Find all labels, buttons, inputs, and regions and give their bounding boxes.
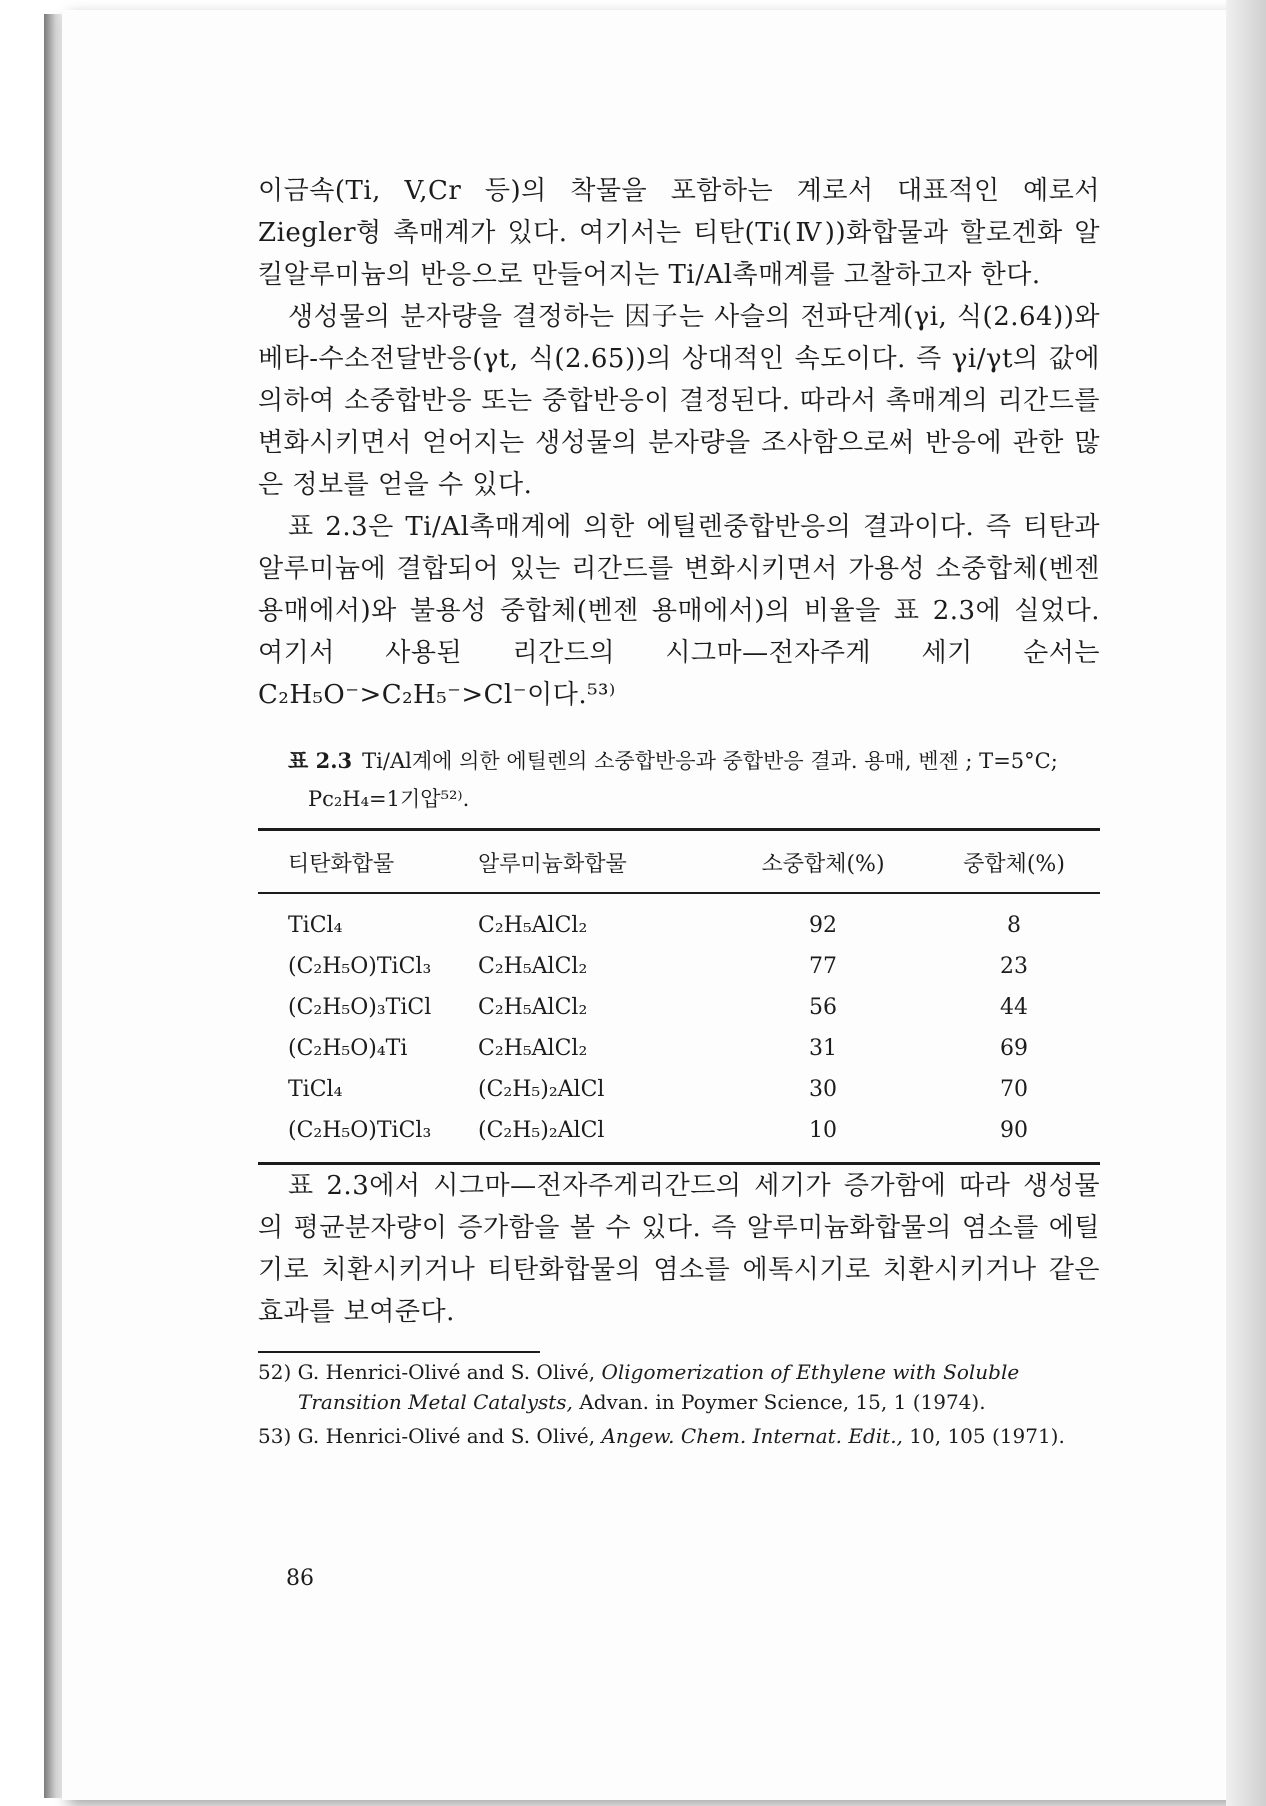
table-caption — [258, 742, 1100, 818]
cell-oligomer: 30 — [809, 1077, 837, 1102]
results-table — [258, 828, 1100, 1165]
cell-polymer: 23 — [1000, 954, 1028, 979]
cell-al: C₂H₅AlCl₂ — [478, 913, 588, 938]
footnote-number: 53) — [258, 1424, 292, 1448]
footnote-52 — [258, 1357, 1100, 1417]
paragraph-3: 표 2.3은 Ti/Al촉매계에 의한 에틸렌중합반응의 결과이다. 즉 티탄과 알루미늄에 결합되어 있는 리간드를 변화시키면서 가용성 소중합체(벤젠 용매에서)와 불용성 중합체(벤젠 용매에서)의 비율을 표 2.3에 실었다. 여기서 사용된 리간드의 시그마—전자주게 세기 순서는 C₂H₅O⁻>C₂H₅⁻>Cl⁻이다.⁵³⁾ — [258, 512, 1100, 710]
cell-al: C₂H₅AlCl₂ — [478, 954, 588, 979]
header-oligomer-percent: 소중합체(%) — [718, 830, 928, 894]
table-caption-label: 표 2.3 — [288, 748, 353, 773]
page-edge — [44, 14, 64, 1798]
footnote-source: 10, 105 (1971). — [909, 1424, 1065, 1448]
table-row — [258, 893, 1100, 946]
page-content — [258, 170, 1100, 1451]
cell-oligomer: 31 — [809, 1036, 837, 1061]
header-polymer-percent: 중합체(%) — [928, 830, 1100, 894]
cell-oligomer: 56 — [809, 995, 837, 1020]
cell-al: C₂H₅AlCl₂ — [478, 995, 588, 1020]
cell-ti: (C₂H₅O)TiCl₃ — [258, 1110, 478, 1164]
footnote-authors: G. Henrici-Olivé and S. Olivé, — [297, 1424, 596, 1448]
cell-oligomer: 77 — [809, 954, 837, 979]
table-header-row — [258, 830, 1100, 894]
cell-polymer: 8 — [1007, 913, 1021, 938]
paragraph-1: 이금속(Ti, V,Cr 등)의 착물을 포함하는 계로서 대표적인 예로서 Ziegler형 촉매계가 있다. 여기서는 티탄(Ti(Ⅳ))화합물과 할로겐화 알킬알루미늄의 반응으로 만들어지는 Ti/Al촉매계를 고찰하고자 한다. — [258, 176, 1100, 290]
table-row — [258, 1110, 1100, 1164]
cell-ti: (C₂H₅O)TiCl₃ — [288, 954, 432, 979]
footnote-title: Angew. Chem. Internat. Edit., — [601, 1424, 903, 1448]
cell-ti: TiCl₄ — [288, 913, 343, 938]
cell-al: (C₂H₅)₂AlCl — [478, 1077, 605, 1102]
cell-al: (C₂H₅)₂AlCl — [478, 1110, 718, 1164]
footnote-divider — [258, 1351, 540, 1353]
cell-polymer: 70 — [1000, 1077, 1028, 1102]
table-row — [258, 1028, 1100, 1069]
cell-al: C₂H₅AlCl₂ — [478, 1036, 588, 1061]
cell-polymer: 44 — [1000, 995, 1028, 1020]
table-row — [258, 946, 1100, 987]
footnote-authors: G. Henrici-Olivé and S. Olivé, — [297, 1360, 596, 1384]
header-aluminum-compound: 알루미늄화합물 — [478, 830, 718, 894]
page-number: 86 — [286, 1566, 314, 1591]
table-caption-text: Ti/Al계에 의한 에틸렌의 소중합반응과 중합반응 결과. 용매, 벤젠 ; T=5°C; Pc₂H₄=1기압⁵²⁾. — [308, 749, 1058, 811]
cell-polymer: 69 — [1000, 1036, 1028, 1061]
cell-oligomer: 10 — [718, 1110, 928, 1164]
paragraph-4: 표 2.3에서 시그마—전자주게리간드의 세기가 증가함에 따라 생성물의 평균분자량이 증가함을 볼 수 있다. 즉 알루미늄화합물의 염소를 에틸기로 치환시키거나 티탄화합물의 염소를 에톡시기로 치환시키거나 같은 효과를 보여준다. — [258, 1171, 1100, 1327]
page-shadow — [1226, 0, 1266, 1806]
footnote-53 — [258, 1421, 1100, 1451]
table-row — [258, 1069, 1100, 1110]
table-row — [258, 987, 1100, 1028]
footnote-number: 52) — [258, 1360, 292, 1384]
paragraph-2: 생성물의 분자량을 결정하는 因子는 사슬의 전파단계(γi, 식(2.64))와 베타-수소전달반응(γt, 식(2.65))의 상대적인 속도이다. 즉 γi/γt의 값에 의하여 소중합반응 또는 중합반응이 결정된다. 따라서 촉매계의 리간드를 변화시키면서 얻어지는 생성물의 분자량을 조사함으로써 반응에 관한 많은 정보를 얻을 수 있다. — [258, 302, 1100, 500]
cell-ti: TiCl₄ — [288, 1077, 343, 1102]
cell-oligomer: 92 — [809, 913, 837, 938]
footnote-title: Oligomerization of Ethylene with Soluble Transition Metal Catalysts, — [298, 1360, 1020, 1414]
cell-ti: (C₂H₅O)₃TiCl — [288, 995, 432, 1020]
footnote-source: Advan. in Poymer Science, 15, 1 (1974). — [579, 1390, 986, 1414]
cell-polymer: 90 — [928, 1110, 1100, 1164]
cell-ti: (C₂H₅O)₄Ti — [288, 1036, 408, 1061]
header-titanium-compound: 티탄화합물 — [258, 830, 478, 894]
